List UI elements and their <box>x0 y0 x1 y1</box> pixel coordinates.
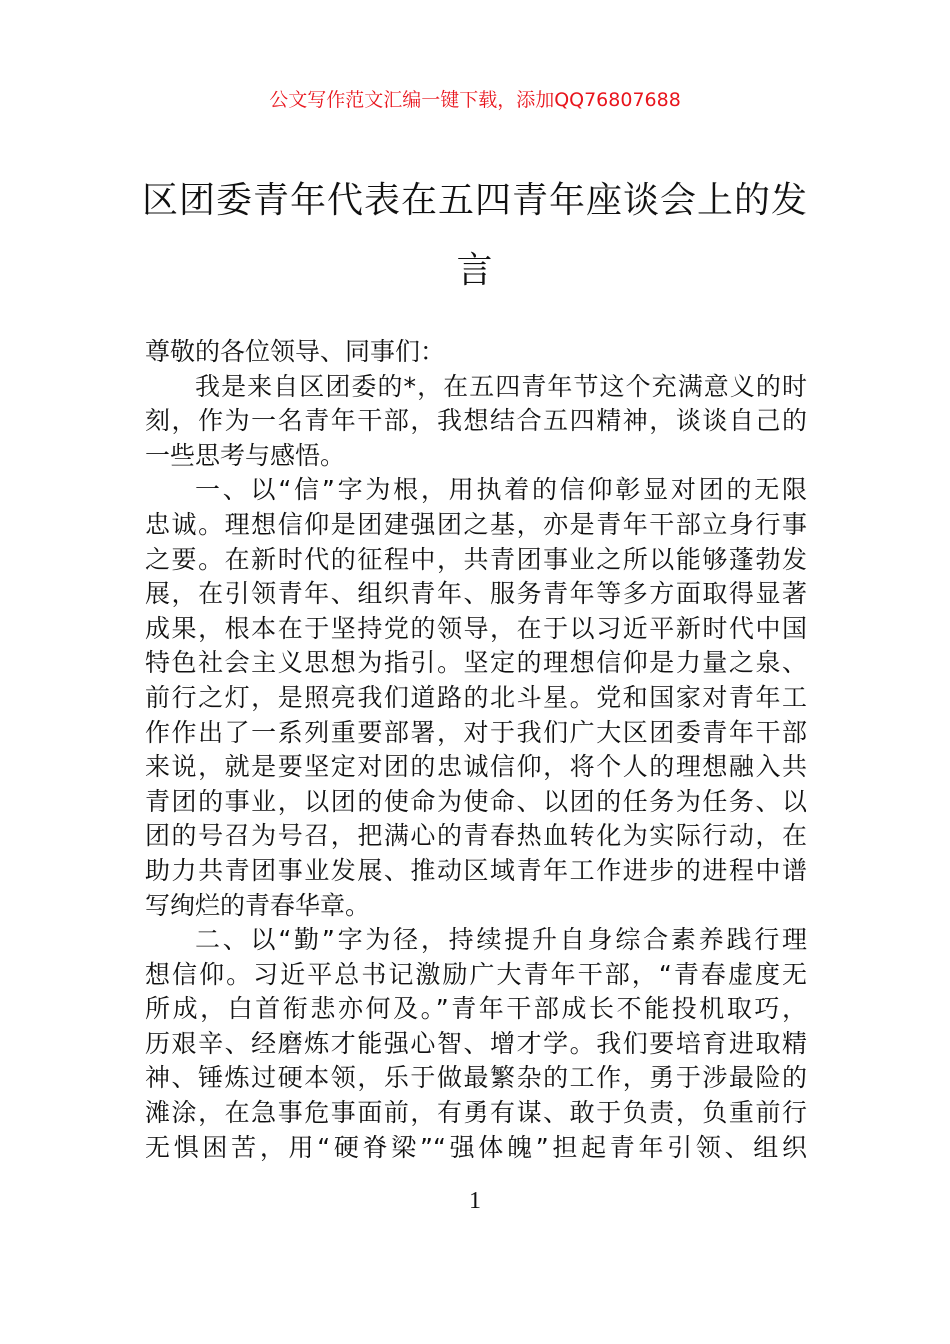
body-text-line: 尊敬的各位领导、同事们： <box>145 337 446 366</box>
body-text-line: 作作出了一系列重要部署，对于我们广大区团委青年干部 <box>145 717 807 747</box>
document-title-line-2: 言 <box>456 250 494 291</box>
body-text-line: 刻，作为一名青年干部，我想结合五四精神，谈谈自己的 <box>145 406 807 436</box>
body-text-line: 展，在引领青年、组织青年、服务青年等多方面取得显著 <box>145 579 807 609</box>
body-text-line: 写绚烂的青春华章。 <box>145 890 371 920</box>
body-text-line: 来说，就是要坚定对团的忠诚信仰，将个人的理想融入共 <box>145 752 807 782</box>
body-text-line: 无惧困苦，用“硬脊梁”“强体魄”担起青年引领、组织 <box>145 1132 807 1162</box>
document-title-line-1: 区团委青年代表在五四青年座谈会上的发 <box>141 180 808 221</box>
body-text-line: 之要。在新时代的征程中，共青团事业之所以能够蓬勃发 <box>145 544 807 574</box>
page-number: 1 <box>469 1188 481 1214</box>
body-text-line: 成果，根本在于坚持党的领导，在于以习近平新时代中国 <box>145 613 807 643</box>
body-text-line: 团的号召为号召，把满心的青春热血转化为实际行动，在 <box>145 821 807 851</box>
download-banner-link[interactable]: 公文写作范文汇编一键下载，添加QQ76807688 <box>269 89 681 111</box>
body-text-line: 所成，白首衔悲亦何及。”青年干部成长不能投机取巧， <box>145 994 807 1024</box>
body-text-line: 忠诚。理想信仰是团建强团之基，亦是青年干部立身行事 <box>145 509 807 539</box>
body-text-line: 一些思考与感悟。 <box>145 440 346 470</box>
body-text-line: 想信仰。习近平总书记激励广大青年干部，“青春虚度无 <box>145 959 807 989</box>
document-body <box>145 335 807 1165</box>
body-text-line: 历艰辛、经磨炼才能强心智、增才学。我们要培育进取精 <box>145 1028 807 1058</box>
body-text-line: 特色社会主义思想为指引。坚定的理想信仰是力量之泉、 <box>145 648 807 678</box>
body-text-line: 前行之灯，是照亮我们道路的北斗星。党和国家对青年工 <box>145 682 807 712</box>
body-text-line: 一、以“信”字为根，用执着的信仰彰显对团的无限 <box>195 475 807 505</box>
body-text-line: 助力共青团事业发展、推动区域青年工作进步的进程中谱 <box>145 855 807 885</box>
body-text-line: 青团的事业，以团的使命为使命、以团的任务为任务、以 <box>145 786 807 816</box>
body-text-line: 二、以“勤”字为径，持续提升自身综合素养践行理 <box>195 925 807 955</box>
body-text-line: 我是来自区团委的*，在五四青年节这个充满意义的时 <box>195 371 807 401</box>
body-text-line: 滩涂，在急事危事面前，有勇有谋、敢于负责，负重前行 <box>145 1098 807 1128</box>
body-text-line: 神、锤炼过硬本领，乐于做最繁杂的工作，勇于涉最险的 <box>145 1063 807 1093</box>
